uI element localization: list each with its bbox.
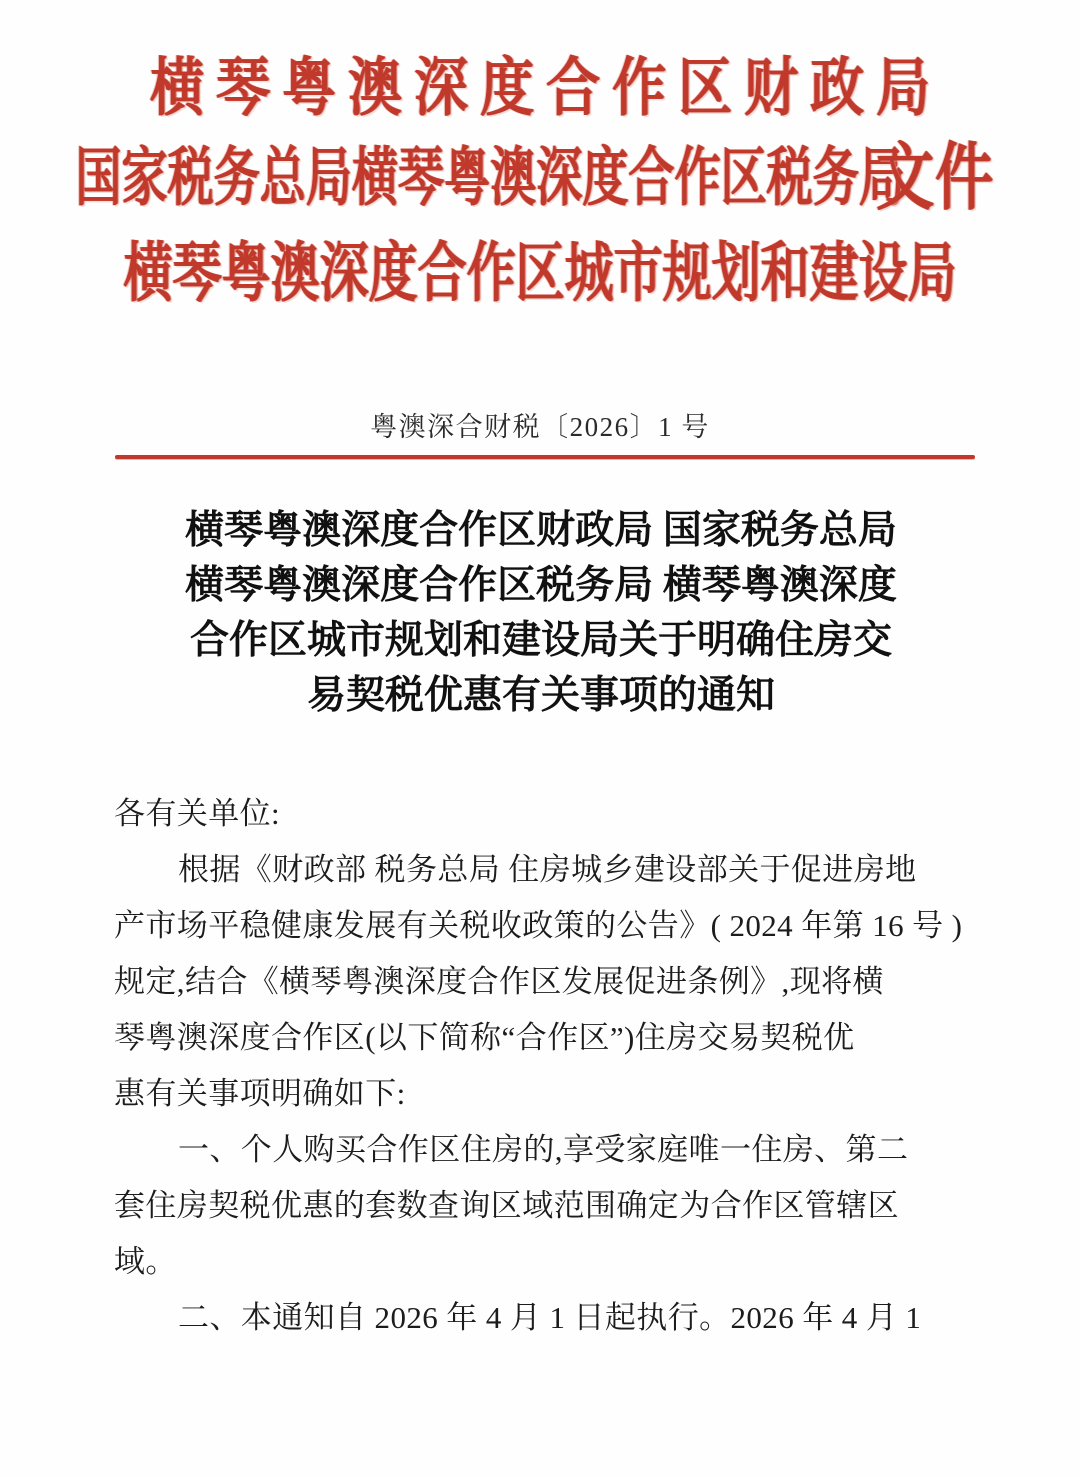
body-para1-line2: 产市场平稳健康发展有关税收政策的公告》( 2024 年第 16 号 ) bbox=[114, 908, 963, 943]
body-para1-line5: 惠有关事项明确如下: bbox=[114, 1076, 406, 1111]
document-body bbox=[114, 786, 976, 1346]
title-line-4: 易契税优惠有关事项的通知 bbox=[306, 674, 775, 717]
body-item1-line1: 一、个人购买合作区住房的,享受家庭唯一住房、第二 bbox=[178, 1132, 909, 1167]
body-item1-line2: 套住房契税优惠的套数查询区域范围确定为合作区管辖区 bbox=[114, 1188, 899, 1223]
title-line-2: 横琴粤澳深度合作区税务局 横琴粤澳深度 bbox=[185, 564, 897, 607]
body-para1-line3: 规定,结合《横琴粤澳深度合作区发展促进条例》,现将横 bbox=[114, 964, 884, 999]
letterhead bbox=[0, 46, 1080, 310]
body-para1-line1: 根据《财政部 税务总局 住房城乡建设部关于促进房地 bbox=[178, 852, 917, 887]
body-item1-line3: 域。 bbox=[114, 1244, 177, 1279]
body-item2-line1: 二、本通知自 2026 年 4 月 1 日起执行。2026 年 4 月 1 bbox=[178, 1300, 922, 1335]
body-salutation: 各有关单位: bbox=[114, 796, 281, 831]
letterhead-line-finance-bureau: 横琴粤澳深度合作区财政局 bbox=[150, 53, 942, 124]
page-title bbox=[108, 503, 974, 723]
title-line-1: 横琴粤澳深度合作区财政局 国家税务总局 bbox=[185, 509, 897, 552]
letterhead-line-planning-bureau: 横琴粤澳深度合作区城市规划和建设局 bbox=[123, 236, 957, 310]
document-number: 粤澳深合财税〔2026〕1 号 bbox=[370, 412, 710, 442]
body-para1-line4: 琴粤澳深度合作区(以下简称“合作区”)住房交易契税优 bbox=[114, 1020, 855, 1055]
letterhead-row-tax-bureau bbox=[0, 138, 1080, 224]
red-separator-rule bbox=[115, 455, 975, 459]
letterhead-line-tax-bureau: 国家税务总局横琴粤澳深度合作区税务局 bbox=[75, 143, 905, 215]
title-line-3: 合作区城市规划和建设局关于明确住房交 bbox=[189, 619, 892, 662]
letterhead-document-word: 文件 bbox=[875, 137, 994, 219]
